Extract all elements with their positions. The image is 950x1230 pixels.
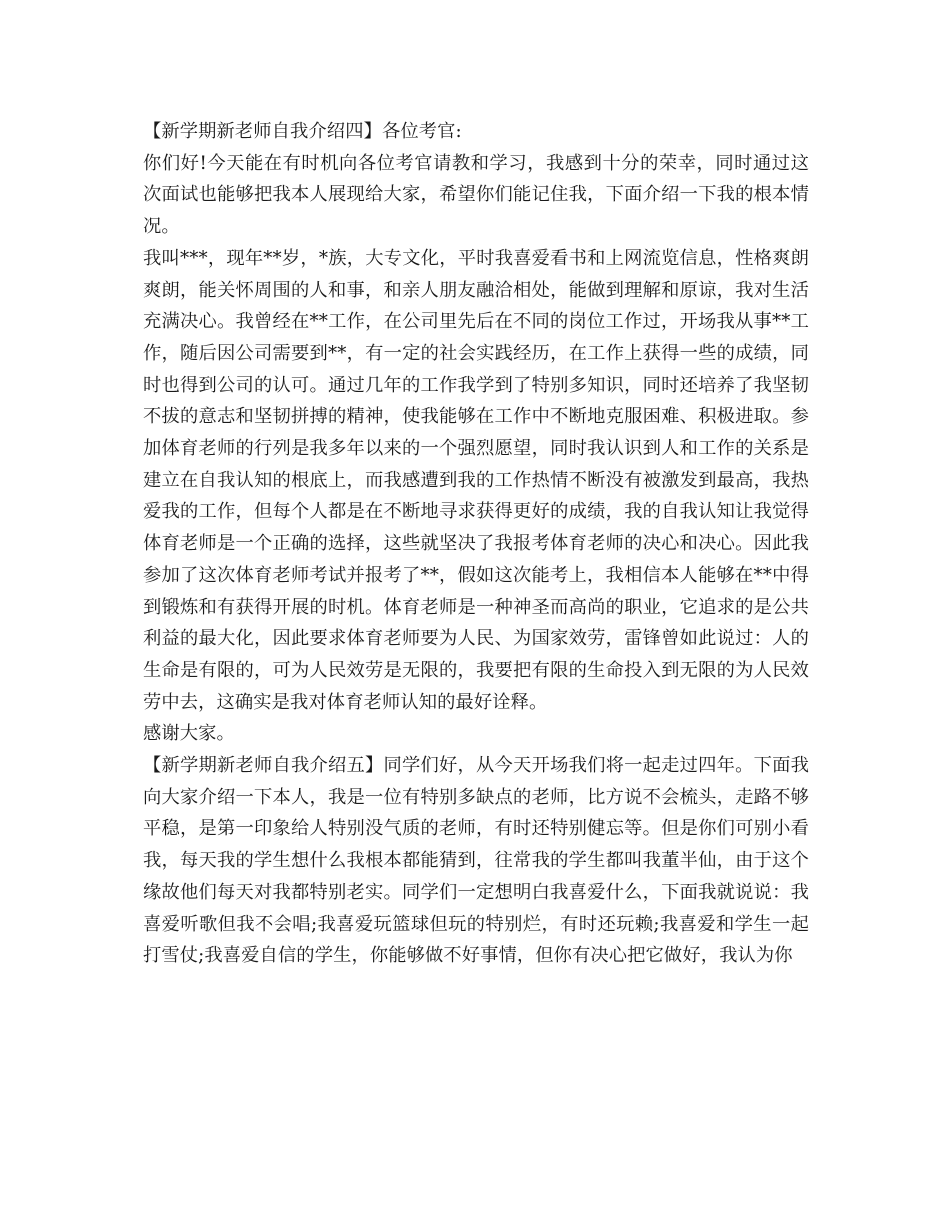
paragraph-heading-4: 【新学期新老师自我介绍四】各位考官: — [143, 121, 462, 142]
paragraph-self-introduction: 我叫***，现年**岁，*族，大专文化，平时我喜爱看书和上网流览信息，性格爽朗爽朗，能关怀周围的人和事，和亲人朋友融洽相处，能做到理解和原谅，我对生活充满决心。我曾经在**工作，在公司里先后在不同的岗位工作过，开场我从事**工作，随后因公司需要到**，有一定的社会实践经历，在工作上获得一些的成绩，同时也得到公司的认可。通过几年的工作我学到了特别多知识，同时还培养了我坚韧不拔的意志和坚韧拼搏的精神，使我能够在工作中不断地克服困难、积极进取。参加体育老师的行列是我多年以来的一个强烈愿望，同时我认识到人和工作的关系是建立在自我认知的根底上，而我感遭到我的工作热情不断没有被激发到最高，我热爱我的工作，但每个人都是在不断地寻求获得更好的成绩，我的自我认知让我觉得体育老师是一个正确的选择，这些就坚决了我报考体育老师的决心和决心。因此我参加了这次体育老师考试并报考了**，假如这次能考上，我相信本人能够在**中得到锻炼和有获得开展的时机。体育老师是一种神圣而高尚的职业，它追求的是公共利益的最大化，因此要求体育老师要为人民、为国家效劳，雷锋曾如此说过：人的生命是有限的，可为人民效劳是无限的，我要把有限的生命投入到无限的为人民效劳中去，这确实是我对体育老师认知的最好诠释。 — [143, 247, 809, 713]
paragraph-thanks: 感谢大家。 — [143, 723, 235, 745]
document-body — [143, 116, 809, 972]
paragraph-greeting: 你们好!今天能在有时机向各位考官请教和学习，我感到十分的荣幸，同时通过这次面试也能够把我本人展现给大家，希望你们能记住我，下面介绍一下我的根本情况。 — [143, 152, 809, 238]
paragraph-heading-5: 【新学期新老师自我介绍五】同学们好，从今天开场我们将一起走过四年。下面我向大家介绍一下本人，我是一位有特别多缺点的老师，比方说不会梳头，走路不够平稳，是第一印象给人特别没气质的老师，有时还特别健忘等。但是你们可别小看我，每天我的学生想什么我根本都能猜到，往常我的学生都叫我董半仙，由于这个缘故他们每天对我都特别老实。同学们一定想明白我喜爱什么，下面我就说说：我喜爱听歌但我不会唱;我喜爱玩篮球但玩的特别烂，有时还玩赖;我喜爱和学生一起打雪仗;我喜爱自信的学生，你能够做不好事情，但你有决心把它做好，我认为你 — [143, 755, 809, 967]
